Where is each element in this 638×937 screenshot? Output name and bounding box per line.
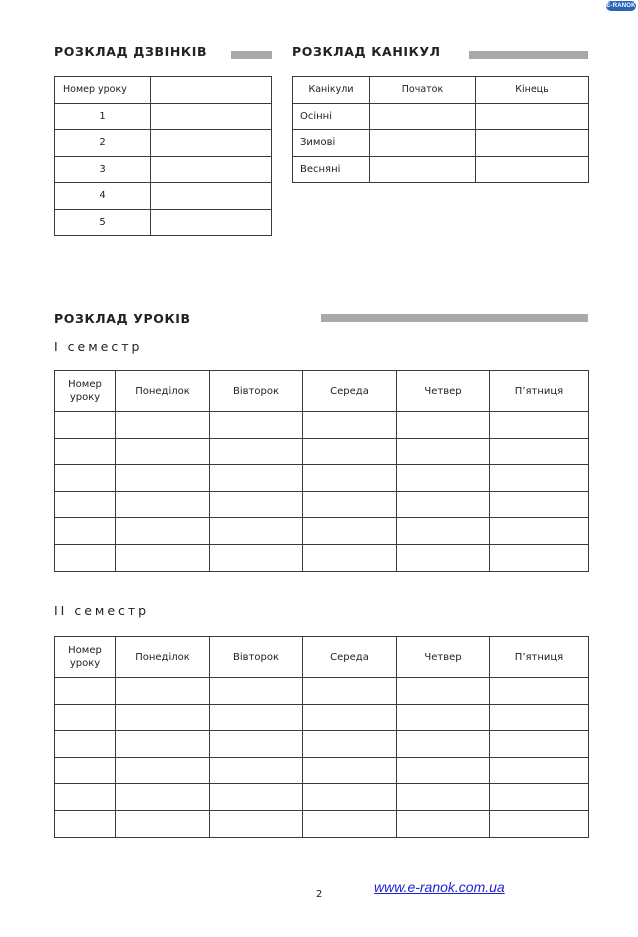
bells-row xyxy=(55,183,272,210)
lesson-cell[interactable] xyxy=(303,731,397,758)
lesson-cell[interactable] xyxy=(303,491,397,518)
lesson-cell[interactable] xyxy=(490,731,589,758)
lesson-cell[interactable] xyxy=(116,678,210,705)
holidays-header-row xyxy=(293,77,589,104)
lesson-cell[interactable] xyxy=(490,757,589,784)
timetable-row xyxy=(55,412,589,439)
lesson-cell[interactable] xyxy=(210,491,303,518)
bells-time-cell[interactable] xyxy=(151,130,272,157)
bells-row xyxy=(55,156,272,183)
lesson-cell[interactable] xyxy=(397,784,490,811)
header-monday: Понеділок xyxy=(116,371,210,412)
header-lesson-number: Номер уроку xyxy=(55,637,116,678)
lesson-number-cell[interactable] xyxy=(55,704,116,731)
timetable-row xyxy=(55,518,589,545)
lesson-cell[interactable] xyxy=(397,678,490,705)
lesson-cell[interactable] xyxy=(210,810,303,837)
holiday-name: Зимові xyxy=(293,130,370,157)
lesson-number-cell[interactable] xyxy=(55,465,116,492)
semester-2-header xyxy=(55,637,589,678)
bells-row xyxy=(55,130,272,157)
bells-header-cell: Номер уроку xyxy=(55,77,151,104)
holidays-title: РОЗКЛАД КАНІКУЛ xyxy=(292,44,441,59)
lesson-number-cell[interactable] xyxy=(55,784,116,811)
lesson-cell[interactable] xyxy=(210,678,303,705)
holidays-header-holiday: Канікули xyxy=(293,77,370,104)
holiday-start-cell[interactable] xyxy=(370,103,476,130)
bells-row xyxy=(55,209,272,236)
timetable-row xyxy=(55,810,589,837)
lesson-cell[interactable] xyxy=(397,518,490,545)
holidays-header-start: Початок xyxy=(370,77,476,104)
holiday-start-cell[interactable] xyxy=(370,156,476,183)
lesson-number-cell[interactable] xyxy=(55,731,116,758)
bells-time-header-cell[interactable] xyxy=(151,77,272,104)
publisher-logo: E-RANOK xyxy=(606,3,636,9)
lesson-number-cell[interactable] xyxy=(55,438,116,465)
lesson-cell[interactable] xyxy=(116,518,210,545)
lesson-cell[interactable] xyxy=(303,438,397,465)
lesson-number-cell[interactable] xyxy=(55,810,116,837)
holiday-start-cell[interactable] xyxy=(370,130,476,157)
lesson-cell[interactable] xyxy=(397,465,490,492)
lesson-number-cell[interactable] xyxy=(55,518,116,545)
header-tuesday: Вівторок xyxy=(210,637,303,678)
lesson-cell[interactable] xyxy=(303,757,397,784)
header-thursday: Четвер xyxy=(397,637,490,678)
holidays-row xyxy=(293,156,589,183)
semester-1-body xyxy=(55,412,589,572)
bells-lesson-number: 2 xyxy=(55,130,151,157)
lesson-cell[interactable] xyxy=(210,731,303,758)
lesson-cell[interactable] xyxy=(116,438,210,465)
holidays-header-end: Кінець xyxy=(476,77,589,104)
lesson-cell[interactable] xyxy=(116,810,210,837)
bells-header-row xyxy=(55,77,272,104)
lesson-number-cell[interactable] xyxy=(55,757,116,784)
lesson-cell[interactable] xyxy=(116,704,210,731)
lesson-cell[interactable] xyxy=(116,784,210,811)
semester-1-header xyxy=(55,371,589,412)
bells-lesson-number: 1 xyxy=(55,103,151,130)
timetable-row xyxy=(55,438,589,465)
lesson-cell[interactable] xyxy=(397,704,490,731)
lesson-cell[interactable] xyxy=(116,757,210,784)
holidays-row xyxy=(293,130,589,157)
timetable-row xyxy=(55,491,589,518)
lesson-cell[interactable] xyxy=(303,544,397,571)
holiday-name: Весняні xyxy=(293,156,370,183)
header-thursday: Четвер xyxy=(397,371,490,412)
header-tuesday: Вівторок xyxy=(210,371,303,412)
page-number: 2 xyxy=(316,889,323,900)
lesson-cell[interactable] xyxy=(116,465,210,492)
holiday-name: Осінні xyxy=(293,103,370,130)
lesson-cell[interactable] xyxy=(210,757,303,784)
holiday-end-cell[interactable] xyxy=(476,103,589,130)
lesson-cell[interactable] xyxy=(210,465,303,492)
header-friday: П’ятниця xyxy=(490,371,589,412)
lesson-cell[interactable] xyxy=(397,491,490,518)
header-wednesday: Середа xyxy=(303,371,397,412)
timetable-row xyxy=(55,678,589,705)
bells-time-cell[interactable] xyxy=(151,183,272,210)
holiday-end-cell[interactable] xyxy=(476,156,589,183)
lesson-cell[interactable] xyxy=(303,784,397,811)
timetable-row xyxy=(55,731,589,758)
lesson-cell[interactable] xyxy=(490,704,589,731)
lesson-cell[interactable] xyxy=(303,465,397,492)
bells-title-bar xyxy=(231,51,272,59)
lesson-cell[interactable] xyxy=(116,731,210,758)
lesson-cell[interactable] xyxy=(210,412,303,439)
semester-1-label: І семестр xyxy=(54,339,143,354)
holidays-table xyxy=(292,76,589,183)
lesson-cell[interactable] xyxy=(397,438,490,465)
lesson-cell[interactable] xyxy=(210,438,303,465)
lesson-cell[interactable] xyxy=(490,438,589,465)
lesson-cell[interactable] xyxy=(490,518,589,545)
lesson-cell[interactable] xyxy=(397,412,490,439)
semester-2-table xyxy=(54,636,589,838)
bells-lesson-number: 3 xyxy=(55,156,151,183)
bells-time-cell[interactable] xyxy=(151,103,272,130)
lesson-cell[interactable] xyxy=(490,784,589,811)
bells-table xyxy=(54,76,272,236)
bells-row xyxy=(55,103,272,130)
lesson-cell[interactable] xyxy=(490,810,589,837)
lesson-cell[interactable] xyxy=(397,810,490,837)
semester-2-body xyxy=(55,678,589,838)
lesson-cell[interactable] xyxy=(397,544,490,571)
lesson-number-cell[interactable] xyxy=(55,412,116,439)
lesson-number-cell[interactable] xyxy=(55,678,116,705)
lesson-cell[interactable] xyxy=(116,412,210,439)
lesson-cell[interactable] xyxy=(490,412,589,439)
lesson-number-cell[interactable] xyxy=(55,491,116,518)
lessons-title: РОЗКЛАД УРОКІВ xyxy=(54,311,191,326)
lesson-cell[interactable] xyxy=(397,757,490,784)
bells-lesson-number: 4 xyxy=(55,183,151,210)
lessons-title-bar xyxy=(321,314,588,322)
timetable-row xyxy=(55,704,589,731)
holidays-title-bar xyxy=(469,51,588,59)
lesson-cell[interactable] xyxy=(116,491,210,518)
semester-1-table xyxy=(54,370,589,572)
header-lesson-number: Номер уроку xyxy=(55,371,116,412)
lesson-cell[interactable] xyxy=(303,810,397,837)
timetable-row xyxy=(55,784,589,811)
timetable-row xyxy=(55,757,589,784)
holidays-row xyxy=(293,103,589,130)
lesson-cell[interactable] xyxy=(490,465,589,492)
website-link[interactable]: www.e-ranok.com.ua xyxy=(374,879,505,895)
lesson-cell[interactable] xyxy=(303,412,397,439)
bells-lesson-number: 5 xyxy=(55,209,151,236)
bells-time-cell[interactable] xyxy=(151,156,272,183)
bells-time-cell[interactable] xyxy=(151,209,272,236)
header-monday: Понеділок xyxy=(116,637,210,678)
lesson-cell[interactable] xyxy=(303,704,397,731)
header-friday: П’ятниця xyxy=(490,637,589,678)
lesson-cell[interactable] xyxy=(490,544,589,571)
timetable-row xyxy=(55,544,589,571)
header-wednesday: Середа xyxy=(303,637,397,678)
lesson-cell[interactable] xyxy=(303,678,397,705)
bells-title: РОЗКЛАД ДЗВІНКІВ xyxy=(54,44,208,59)
lesson-cell[interactable] xyxy=(210,704,303,731)
lesson-cell[interactable] xyxy=(210,518,303,545)
lesson-cell[interactable] xyxy=(490,678,589,705)
timetable-row xyxy=(55,465,589,492)
lesson-cell[interactable] xyxy=(210,784,303,811)
lesson-cell[interactable] xyxy=(210,544,303,571)
semester-2-label: ІІ семестр xyxy=(54,603,150,618)
lesson-cell[interactable] xyxy=(303,518,397,545)
holiday-end-cell[interactable] xyxy=(476,130,589,157)
lesson-cell[interactable] xyxy=(397,731,490,758)
lesson-number-cell[interactable] xyxy=(55,544,116,571)
lesson-cell[interactable] xyxy=(490,491,589,518)
lesson-cell[interactable] xyxy=(116,544,210,571)
